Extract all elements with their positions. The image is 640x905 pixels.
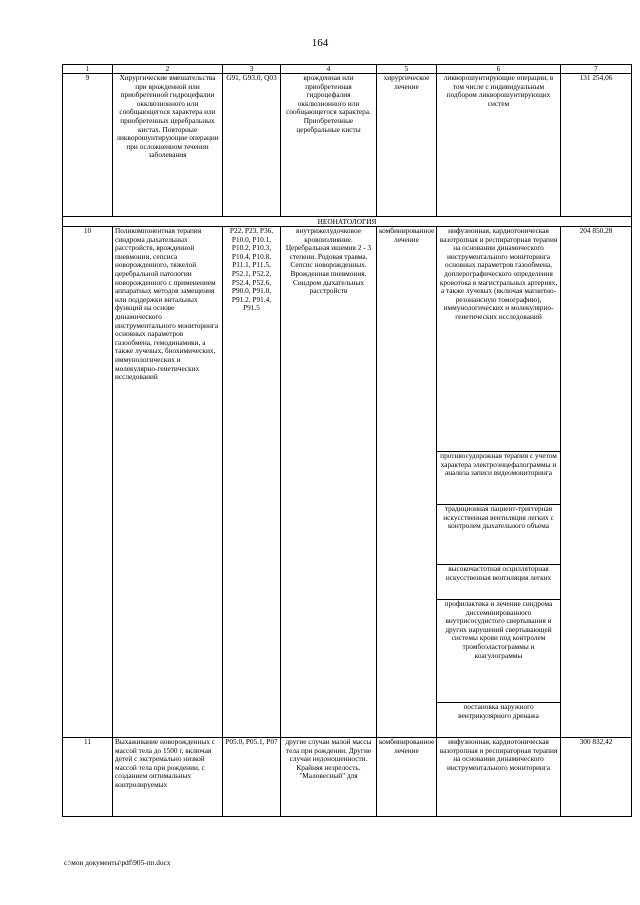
row-number: 11 bbox=[63, 738, 113, 817]
table-row bbox=[63, 227, 632, 738]
icd-codes: P05.0, P05.1, P07 bbox=[223, 738, 281, 817]
treatment-method: инфузионная, кардиотоническая вазотропная и респираторная терапия на основании динамического инструментального мониторинга bbox=[437, 738, 561, 817]
column-number-row bbox=[63, 65, 632, 74]
col-num-6: 6 bbox=[437, 65, 561, 74]
table-row bbox=[63, 74, 632, 217]
row-number: 10 bbox=[63, 227, 113, 738]
col-num-2: 2 bbox=[113, 65, 223, 74]
icd-codes: P22, P23, P36, P10.0, P10.1, P10.2, P10.3, P10.4, P10.8, P11.1, P11.5, P52.1, P52.2, P52.4, P52.6, P90.0, P91.0, P91.2, P91.4, P91.5 bbox=[223, 227, 281, 738]
treatment-method: профилактика и лечение синдрома диссеминированного внутрисосудистого свертывания и других нарушений свертывающей системы крови под контролем тромбоэластограммы и коагулограммы bbox=[437, 599, 560, 702]
treatment-method: высокочастотная осцилляторная искусственная вентиляция легких bbox=[437, 564, 560, 599]
page-number: 164 bbox=[311, 37, 329, 49]
treatment-method: противосудорожная терапия с учетом характера электроэнцефалограммы и анализа записи видеомониторинга bbox=[437, 451, 560, 504]
treatment-method: инфузионная, кардиотоническая вазотропная и респираторная терапия на основании динамического инструментального мониторинга основных параметров газообмена, доплерографического определения кровотока в магистральных артериях, а также лучевых (включая магнитно-резонансную томографию), иммунологических и молекулярно-генетических исследований bbox=[439, 226, 558, 321]
treatment-methods-cell bbox=[437, 227, 561, 738]
section-row bbox=[63, 217, 632, 227]
col-num-1: 1 bbox=[63, 65, 113, 74]
row-number: 9 bbox=[63, 74, 113, 217]
treatment-method: ликворошунтирующие операции, в том числе с индивидуальным подбором ликворошунтирующих систем bbox=[437, 74, 561, 217]
section-title: НЕОНАТОЛОГИЯ bbox=[63, 217, 632, 227]
treatment-type: хирургическое лечение bbox=[377, 74, 437, 217]
treatment-type: комбинированное лечение bbox=[377, 738, 437, 817]
services-table bbox=[62, 64, 632, 817]
treatment-type: комбинированное лечение bbox=[377, 227, 437, 738]
patient-model: другие случаи малой массы тела при рождении. Другие случаи недоношенности. Крайняя незрелость. "Маловесный" для bbox=[281, 738, 377, 817]
standard-cost: 204 850,28 bbox=[561, 227, 632, 738]
service-name: Поликомпонентная терапия синдрома дыхательных расстройств, врожденной пневмонии, сепсиса новорожденного, тяжелой церебральной патологии новорожденного с применением аппаратных методов замещения или поддержки витальных функций на основе динамического инструментального мониторинга основных параметров газообмена, гемодинамики, а также лучевых, биохимических, иммунологических и молекулярно-генетических исследований bbox=[113, 227, 223, 738]
service-name: Выхаживание новорожденных с массой тела до 1500 г, включая детей с экстремально низкой массой тела при рождении, с созданием оптимальных контролируемых bbox=[113, 738, 223, 817]
treatment-method: постановка наружного вентрикулярного дренажа bbox=[437, 702, 560, 737]
standard-cost: 300 832,42 bbox=[561, 738, 632, 817]
col-num-4: 4 bbox=[281, 65, 377, 74]
file-path-footer: c:\мои документы\pdf\905-пп.docx bbox=[64, 858, 171, 867]
standard-cost: 131 254,06 bbox=[561, 74, 632, 217]
col-num-5: 5 bbox=[377, 65, 437, 74]
icd-codes: G91, G93.0, Q03 bbox=[223, 74, 281, 217]
patient-model: внутрижелудочковое кровоизлияние. Церебральная ишемия 2 - 3 степени. Родовая травма. Сепсис новорожденных. Врожденная пневмония. Синдром дыхательных расстройств bbox=[281, 227, 377, 738]
col-num-7: 7 bbox=[561, 65, 632, 74]
patient-model: врожденная или приобретенная гидроцефалия окклюзионного или сообщающегося характера. Приобретенные церебральные кисты bbox=[281, 74, 377, 217]
col-num-3: 3 bbox=[223, 65, 281, 74]
table-row bbox=[63, 738, 632, 817]
service-name: Хирургические вмешательства при врожденной или приобретенной гидроцефалии окклюзионного или сообщающегося характера или приобретенных церебральных кистах. Повторные ликворошунтирующие операции при осложненном течении заболевания bbox=[113, 74, 223, 217]
treatment-method: традиционная пациент-триггерная искусственная вентиляция легких с контролем дыхательного объема bbox=[437, 504, 560, 564]
